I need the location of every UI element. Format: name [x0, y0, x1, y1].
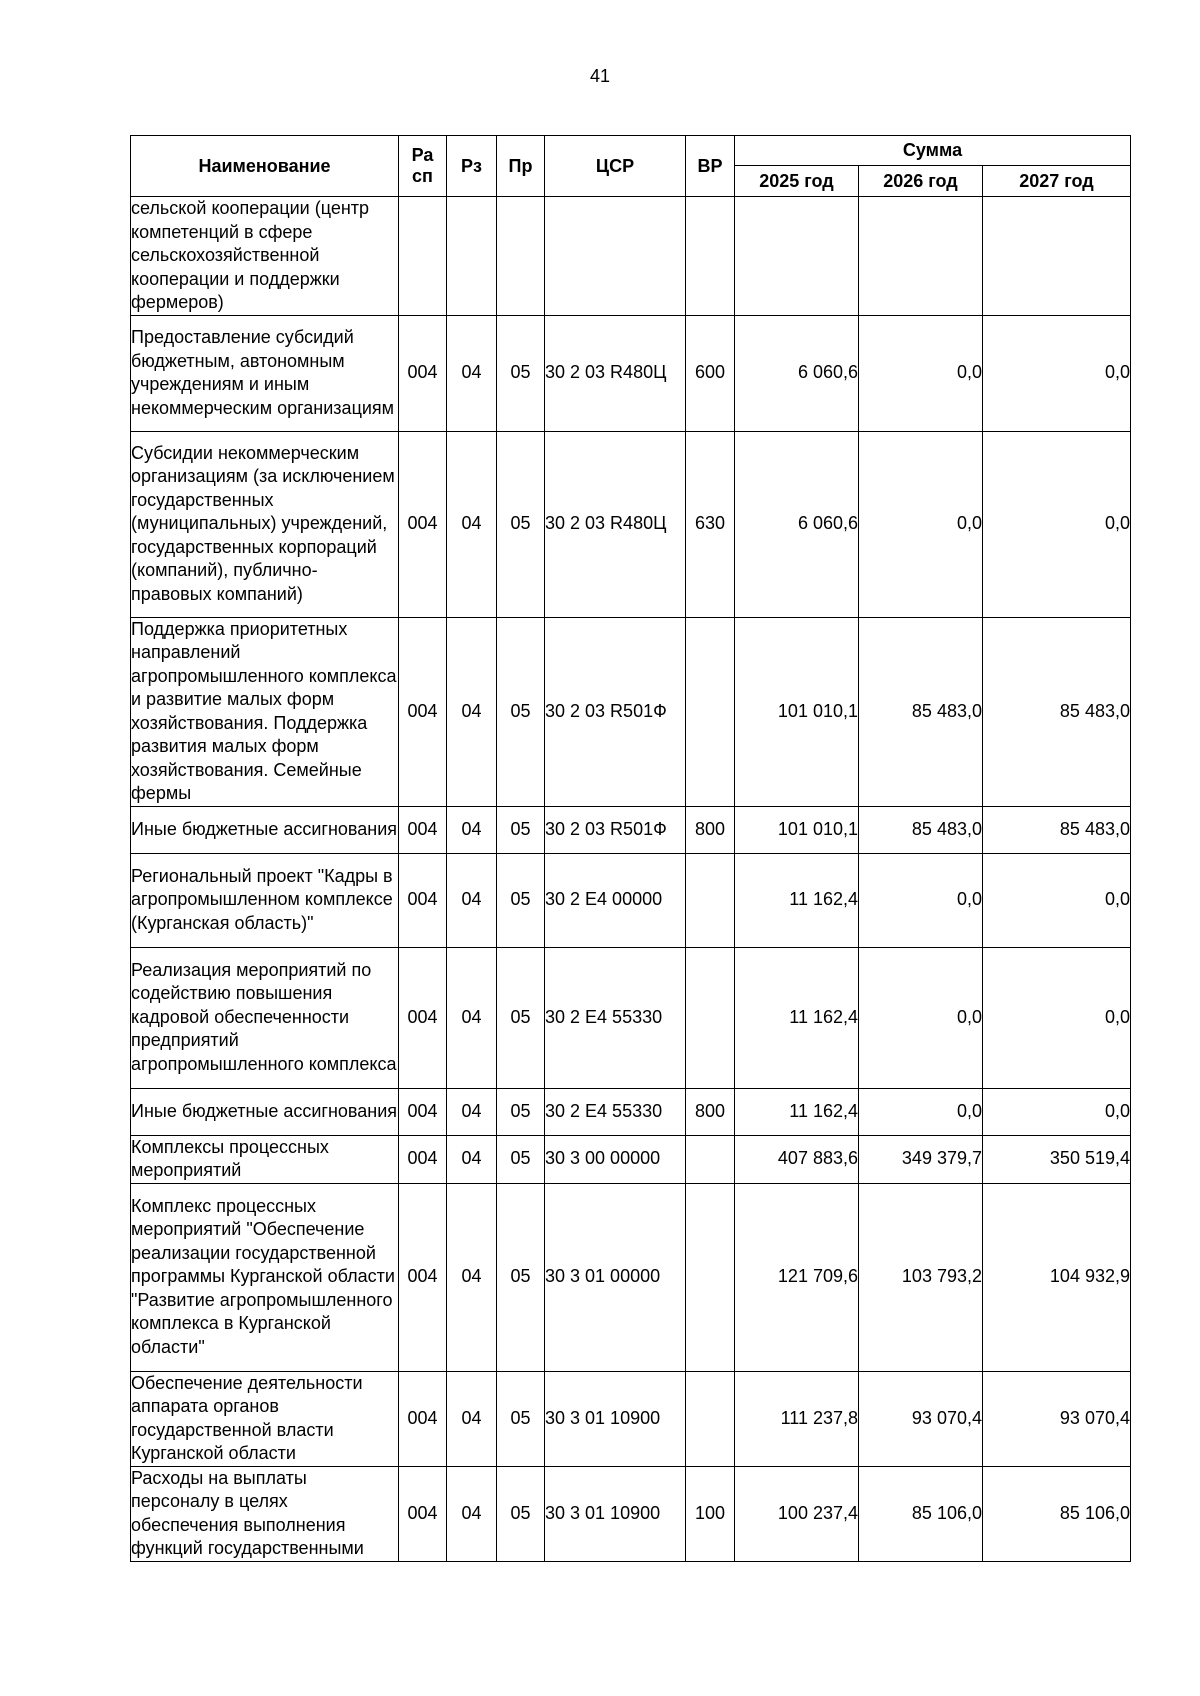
row-rz: 04 [447, 315, 497, 431]
row-name: Субсидии некоммерческим организациям (за исключением государственных (муниципальных) учреждений, государственных корпораций (компаний), публично-правовых компаний) [131, 431, 399, 617]
row-sum-2026 [859, 197, 983, 316]
row-sum-2026: 0,0 [859, 431, 983, 617]
row-csr: 30 3 01 10900 [545, 1371, 686, 1466]
row-sum-2026: 349 379,7 [859, 1135, 983, 1183]
row-sum-2026: 0,0 [859, 315, 983, 431]
header-pr: Пр [497, 136, 545, 197]
row-rz: 04 [447, 1371, 497, 1466]
budget-table [130, 135, 1131, 1562]
row-sum-2027: 85 106,0 [983, 1466, 1131, 1561]
header-2026: 2026 год [859, 166, 983, 197]
row-name: Комплексы процессных мероприятий [131, 1135, 399, 1183]
row-vr [686, 197, 735, 316]
row-csr: 30 2 03 R501Ф [545, 806, 686, 853]
row-vr [686, 853, 735, 947]
row-name: Реализация мероприятий по содействию повышения кадровой обеспеченности предприятий агропромышленного комплекса [131, 947, 399, 1088]
row-sum-2026: 0,0 [859, 947, 983, 1088]
row-sum-2027: 0,0 [983, 853, 1131, 947]
row-pr: 05 [497, 1088, 545, 1135]
row-rasp [399, 197, 447, 316]
header-rz: Рз [447, 136, 497, 197]
row-sum-2027: 0,0 [983, 1088, 1131, 1135]
table-row [131, 315, 1131, 431]
row-vr: 800 [686, 806, 735, 853]
row-rz: 04 [447, 1088, 497, 1135]
row-name: сельской кооперации (центр компетенций в сфере сельскохозяйственной кооперации и поддержки фермеров) [131, 197, 399, 316]
row-csr: 30 2 03 R480Ц [545, 431, 686, 617]
row-sum-2025: 121 709,6 [735, 1183, 859, 1371]
row-vr: 800 [686, 1088, 735, 1135]
row-pr: 05 [497, 431, 545, 617]
row-csr [545, 197, 686, 316]
row-sum-2027: 85 483,0 [983, 617, 1131, 806]
row-name: Иные бюджетные ассигнования [131, 806, 399, 853]
row-sum-2026: 0,0 [859, 1088, 983, 1135]
row-pr: 05 [497, 806, 545, 853]
row-pr: 05 [497, 1371, 545, 1466]
row-sum-2027: 104 932,9 [983, 1183, 1131, 1371]
row-pr [497, 197, 545, 316]
row-pr: 05 [497, 1466, 545, 1561]
row-vr [686, 947, 735, 1088]
header-rasp: Ра сп [399, 136, 447, 197]
table-row [131, 197, 1131, 316]
row-sum-2025: 100 237,4 [735, 1466, 859, 1561]
row-pr: 05 [497, 853, 545, 947]
row-rasp: 004 [399, 853, 447, 947]
row-name: Предоставление субсидий бюджетным, автономным учреждениям и иным некоммерческим организациям [131, 315, 399, 431]
row-rasp: 004 [399, 617, 447, 806]
row-sum-2025: 6 060,6 [735, 431, 859, 617]
row-rz: 04 [447, 853, 497, 947]
row-sum-2026: 85 483,0 [859, 617, 983, 806]
row-name: Поддержка приоритетных направлений агропромышленного комплекса и развитие малых форм хозяйствования. Поддержка развития малых форм хозяйствования. Семейные фермы [131, 617, 399, 806]
row-sum-2027: 0,0 [983, 315, 1131, 431]
row-sum-2025: 111 237,8 [735, 1371, 859, 1466]
row-rasp: 004 [399, 1466, 447, 1561]
table-row [131, 1088, 1131, 1135]
row-vr: 100 [686, 1466, 735, 1561]
row-rz: 04 [447, 617, 497, 806]
header-2027: 2027 год [983, 166, 1131, 197]
row-sum-2025: 11 162,4 [735, 947, 859, 1088]
row-sum-2027: 0,0 [983, 947, 1131, 1088]
row-sum-2026: 85 483,0 [859, 806, 983, 853]
row-pr: 05 [497, 315, 545, 431]
row-rasp: 004 [399, 1183, 447, 1371]
row-sum-2027: 93 070,4 [983, 1371, 1131, 1466]
row-rasp: 004 [399, 315, 447, 431]
table-row [131, 617, 1131, 806]
row-vr: 630 [686, 431, 735, 617]
header-summa: Сумма [735, 136, 1131, 166]
table-row [131, 806, 1131, 853]
row-csr: 30 2 Е4 00000 [545, 853, 686, 947]
row-pr: 05 [497, 1183, 545, 1371]
row-pr: 05 [497, 1135, 545, 1183]
row-rz: 04 [447, 1466, 497, 1561]
row-rasp: 004 [399, 1371, 447, 1466]
row-sum-2025: 6 060,6 [735, 315, 859, 431]
row-name: Расходы на выплаты персоналу в целях обеспечения выполнения функций государственными [131, 1466, 399, 1561]
row-csr: 30 2 Е4 55330 [545, 947, 686, 1088]
row-sum-2026: 93 070,4 [859, 1371, 983, 1466]
header-vr: ВР [686, 136, 735, 197]
row-name: Иные бюджетные ассигнования [131, 1088, 399, 1135]
row-rasp: 004 [399, 1088, 447, 1135]
row-rasp: 004 [399, 1135, 447, 1183]
table-row [131, 853, 1131, 947]
table-row [131, 1466, 1131, 1561]
row-csr: 30 3 01 00000 [545, 1183, 686, 1371]
header-name: Наименование [131, 136, 399, 197]
row-vr [686, 1135, 735, 1183]
table-row [131, 947, 1131, 1088]
row-vr: 600 [686, 315, 735, 431]
row-sum-2025: 101 010,1 [735, 617, 859, 806]
row-sum-2025: 11 162,4 [735, 853, 859, 947]
row-vr [686, 1371, 735, 1466]
table-row [131, 1183, 1131, 1371]
row-vr [686, 617, 735, 806]
row-rasp: 004 [399, 947, 447, 1088]
table-row [131, 431, 1131, 617]
row-rasp: 004 [399, 806, 447, 853]
page-number: 41 [589, 66, 611, 86]
row-sum-2027: 350 519,4 [983, 1135, 1131, 1183]
row-sum-2025 [735, 197, 859, 316]
row-csr: 30 2 03 R480Ц [545, 315, 686, 431]
row-sum-2025: 407 883,6 [735, 1135, 859, 1183]
table-row [131, 1135, 1131, 1183]
row-name: Региональный проект "Кадры в агропромышленном комплексе (Курганская область)" [131, 853, 399, 947]
row-rz: 04 [447, 947, 497, 1088]
table-row [131, 1371, 1131, 1466]
row-sum-2026: 0,0 [859, 853, 983, 947]
row-sum-2027: 85 483,0 [983, 806, 1131, 853]
row-pr: 05 [497, 947, 545, 1088]
row-rz: 04 [447, 1183, 497, 1371]
row-rz: 04 [447, 806, 497, 853]
row-name: Обеспечение деятельности аппарата органов государственной власти Курганской области [131, 1371, 399, 1466]
row-csr: 30 3 00 00000 [545, 1135, 686, 1183]
row-name: Комплекс процессных мероприятий "Обеспечение реализации государственной программы Курганской области "Развитие агропромышленного комплекса в Курганской области" [131, 1183, 399, 1371]
row-pr: 05 [497, 617, 545, 806]
row-sum-2027: 0,0 [983, 431, 1131, 617]
row-csr: 30 3 01 10900 [545, 1466, 686, 1561]
row-rasp: 004 [399, 431, 447, 617]
row-csr: 30 2 Е4 55330 [545, 1088, 686, 1135]
row-csr: 30 2 03 R501Ф [545, 617, 686, 806]
row-rz [447, 197, 497, 316]
row-sum-2026: 85 106,0 [859, 1466, 983, 1561]
row-sum-2025: 11 162,4 [735, 1088, 859, 1135]
header-2025: 2025 год [735, 166, 859, 197]
row-sum-2026: 103 793,2 [859, 1183, 983, 1371]
header-csr: ЦСР [545, 136, 686, 197]
row-sum-2027 [983, 197, 1131, 316]
row-rz: 04 [447, 1135, 497, 1183]
row-rz: 04 [447, 431, 497, 617]
row-sum-2025: 101 010,1 [735, 806, 859, 853]
row-vr [686, 1183, 735, 1371]
